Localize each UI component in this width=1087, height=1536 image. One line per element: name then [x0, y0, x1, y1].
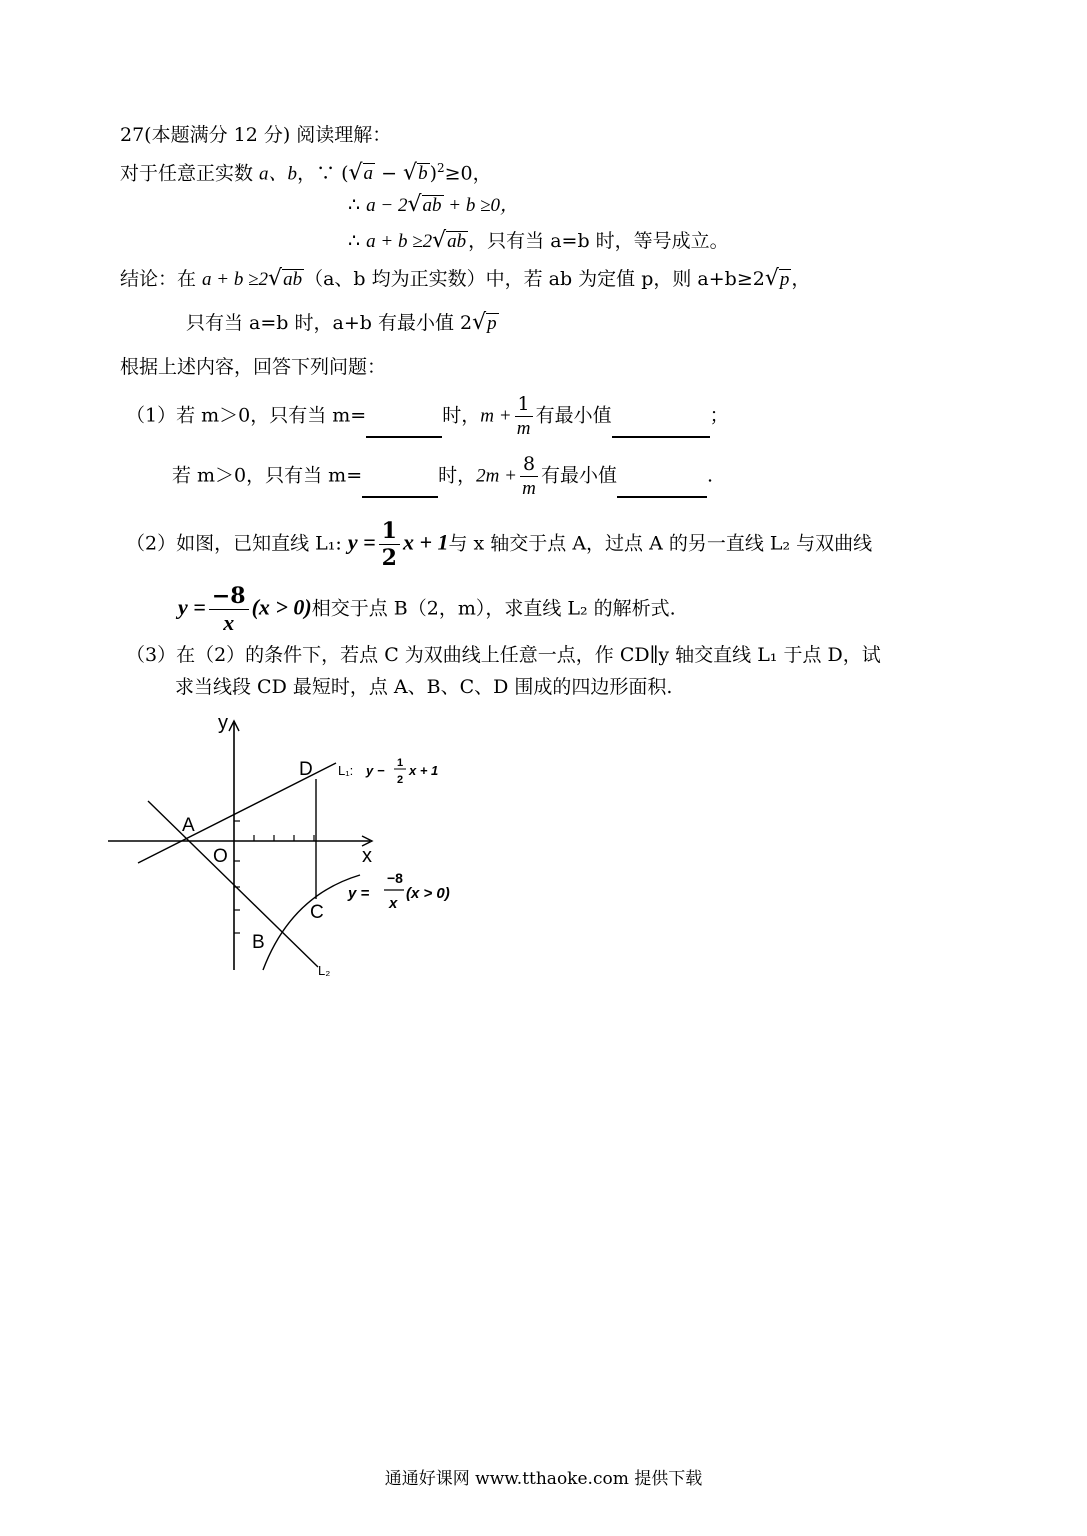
fraction-1-over-2: $\frac{1}{2}$: [379, 520, 400, 569]
label-x: x: [362, 845, 372, 867]
problem-header: 27(本题满分 12 分) 阅读理解：: [120, 124, 392, 146]
answer-blank-3[interactable]: [362, 476, 438, 498]
intro-line: 对于任意正实数 a、b，∵ (√a − √b )$^2$≥0，: [120, 160, 492, 186]
y-ticks: [234, 821, 240, 933]
hyp-eq-cond: (x > 0): [406, 885, 450, 902]
footer: 通通好课网 www.tthaoke.com 提供下载: [384, 1469, 703, 1489]
coordinate-figure: [100, 705, 480, 980]
line-l2: [148, 801, 318, 967]
label-b: B: [252, 932, 265, 953]
x-ticks: [254, 835, 314, 841]
question-2: （2）如图，已知直线 L₁: y = $\frac{1}{2}$ x + 1与 x 轴交于点 A，过点 A 的另一直线 L₂ 与双曲线: [126, 518, 873, 571]
l1-label: L₁:: [338, 763, 354, 778]
prompt-line: 根据上述内容，回答下列问题：: [120, 356, 387, 378]
fraction-1-over-m: $\frac{1}{m}$: [515, 395, 533, 438]
answer-blank-2[interactable]: [612, 416, 710, 438]
fraction-8-over-m: $\frac{8}{m}$: [520, 455, 538, 498]
label-y: y: [218, 712, 228, 734]
answer-blank-1[interactable]: [366, 416, 442, 438]
l1-eq-num: 1: [397, 757, 404, 769]
l1-eq-den: 2: [397, 774, 404, 786]
l1-eq-y: y −: [366, 763, 385, 778]
label-a: A: [182, 815, 195, 836]
label-d: D: [299, 759, 313, 780]
question-3-line-1: （3）在（2）的条件下，若点 C 为双曲线上任意一点，作 CD∥y 轴交直线 L₁ 于点 D，试: [126, 644, 881, 666]
hyp-eq-y: y =: [348, 885, 370, 902]
question-1a: （1）若 m＞0，只有当 m= 时，m + $\frac{1}{m}$ 有最小值 ；: [126, 393, 729, 439]
hyp-eq-num: −8: [387, 870, 403, 886]
label-o: O: [213, 846, 228, 867]
step2-line: ∴ a + b ≥2√ab ，只有当 a=b 时，等号成立。: [348, 228, 729, 253]
conclusion-line-2: 只有当 a=b 时，a+b 有最小值 2√p: [186, 310, 497, 335]
label-c: C: [310, 902, 324, 923]
answer-blank-4[interactable]: [617, 476, 707, 498]
hyp-eq-den: x: [389, 895, 398, 912]
fraction-neg8-over-x: $\frac{-8}{x}$: [209, 585, 249, 634]
conclusion-line: 结论：在 a + b ≥2√ab （a、b 均为正实数）中，若 ab 为定值 p，则 a+b≥2√p ，: [120, 266, 811, 291]
question-2b: y = $\frac{-8}{x}$ (x > 0)相交于点 B（2，m），求直线 L₂ 的解析式.: [178, 583, 676, 635]
step1-line: ∴ a − 2√ab + b ≥0，: [348, 192, 519, 217]
question-3-line-2: 求当线段 CD 最短时，点 A、B、C、D 围成的四边形面积.: [175, 676, 673, 698]
label-l2: L₂: [318, 963, 331, 978]
question-1b: 若 m＞0，只有当 m= 时，2m + $\frac{8}{m}$ 有最小值 .: [172, 453, 714, 499]
l1-eq-rest: x + 1: [409, 763, 439, 778]
